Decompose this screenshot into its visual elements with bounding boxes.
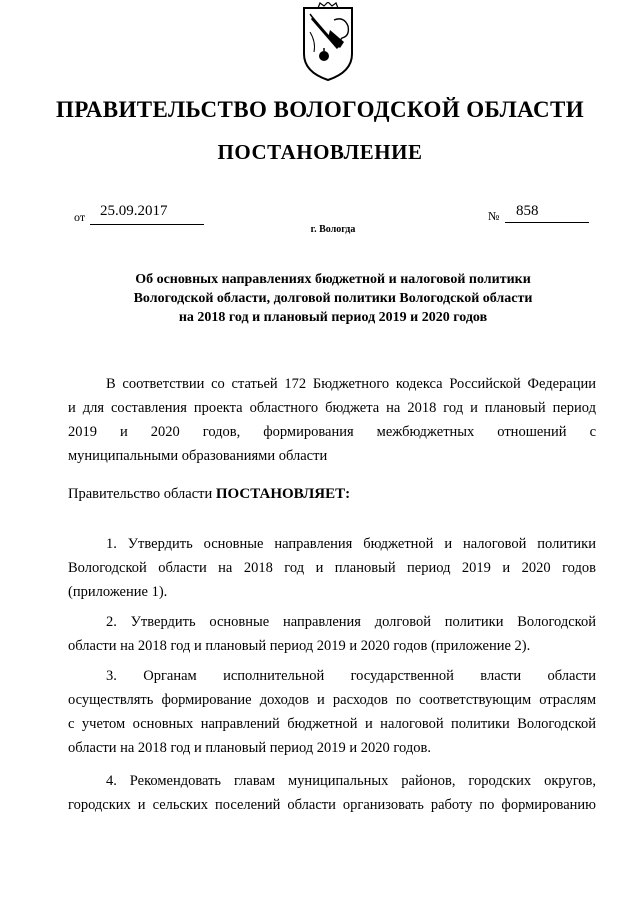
- item-line: 4. Рекомендовать главам муниципальных районов, городских округов,: [106, 773, 596, 789]
- document-title: [0, 270, 640, 327]
- item-line: с учетом основных направлений бюджетной и налоговой политики Вологодской: [68, 716, 596, 732]
- preamble-paragraph: [68, 372, 596, 468]
- item-line: области на 2018 год и плановый период 2019 и 2020 годов.: [68, 740, 431, 756]
- title-line: на 2018 год и плановый период 2019 и 2020 годов: [178, 310, 488, 325]
- document-number: 858: [516, 203, 539, 219]
- list-item: [68, 532, 596, 604]
- list-item: [68, 769, 596, 817]
- document-type-heading: ПОСТАНОВЛЕНИЕ: [217, 140, 423, 164]
- item-line: области на 2018 год и плановый период 2019 и 2020 годов (приложение 2).: [68, 638, 531, 654]
- decree-prefix: Правительство области: [68, 486, 213, 502]
- title-line: Об основных направлениях бюджетной и налоговой политики: [135, 272, 531, 287]
- item-line: (приложение 1).: [68, 584, 168, 600]
- item-line: 3. Органам исполнительной государственной власти области: [106, 668, 596, 684]
- item-line: городских и сельских поселений области организовать работу по формированию: [68, 797, 596, 813]
- item-line: 1. Утвердить основные направления бюджетной и налоговой политики: [106, 536, 596, 552]
- government-name-heading: ПРАВИТЕЛЬСТВО ВОЛОГОДСКОЙ ОБЛАСТИ: [55, 97, 585, 122]
- list-item: [68, 664, 596, 760]
- item-line: 2. Утвердить основные направления долговой политики Вологодской: [106, 614, 596, 630]
- item-line: осуществлять формирование доходов и расходов по соответствующим отраслям: [68, 692, 596, 708]
- date-prefix-label: от: [74, 210, 86, 224]
- document-date: 25.09.2017: [100, 203, 168, 219]
- coat-of-arms-emblem: [300, 2, 356, 84]
- list-item: [68, 610, 596, 658]
- number-prefix-label: №: [488, 209, 500, 223]
- preamble-line: 2019 и 2020 годов, формирования межбюджетных отношений с: [68, 424, 596, 440]
- city-label: г. Вологда: [310, 224, 356, 235]
- preamble-line: В соответствии со статьей 172 Бюджетного кодекса Российской Федерации: [106, 376, 596, 392]
- title-line: Вологодской области, долговой политики Вологодской области: [133, 291, 533, 306]
- preamble-line: и для составления проекта областного бюджета на 2018 год и плановый период: [68, 400, 596, 416]
- preamble-line: муниципальными образованиями области: [68, 448, 328, 464]
- decree-word: ПОСТАНОВЛЯЕТ:: [215, 486, 351, 502]
- decree-line: [68, 482, 596, 506]
- item-line: Вологодской области на 2018 год и плановый период 2019 и 2020 годов: [68, 560, 596, 576]
